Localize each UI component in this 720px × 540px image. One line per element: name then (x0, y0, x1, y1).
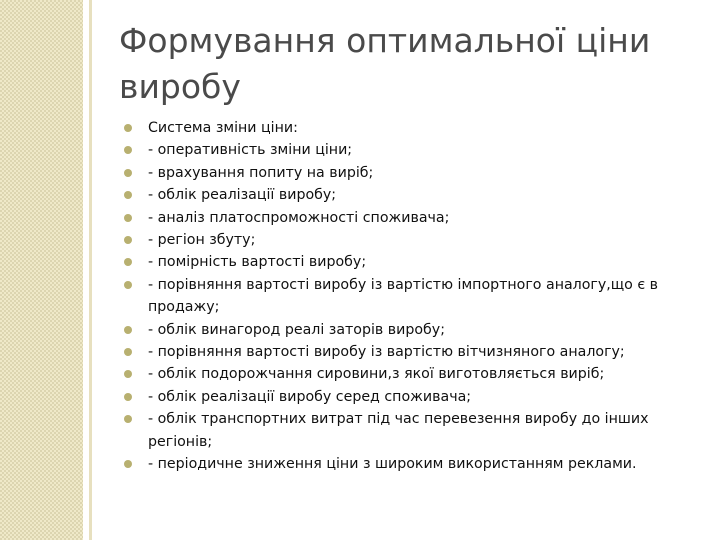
slide-title (119, 18, 699, 110)
list-item (124, 117, 714, 139)
bullet-icon (124, 393, 132, 401)
list-item (124, 274, 714, 319)
bullet-icon (124, 258, 132, 266)
bullet-icon (124, 370, 132, 378)
list-item-text: - порівняння вартості виробу із вартістю вітчизняного аналогу; (148, 344, 625, 361)
bullet-icon (124, 169, 132, 177)
bullet-icon (124, 460, 132, 468)
list-item-text: - облік реалізації виробу серед споживача; (148, 388, 472, 405)
list-item-text: - аналіз платоспроможності споживача; (148, 209, 450, 226)
list-item-text: - облік подорожчання сировини,з якої виготовляється виріб; (148, 366, 605, 383)
bullet-icon (124, 191, 132, 199)
bullet-icon (124, 348, 132, 356)
list-item-text: Система зміни ціни: (148, 120, 298, 136)
decorative-side-strip (0, 0, 83, 540)
list-item (124, 207, 714, 229)
bullet-icon (124, 214, 132, 222)
list-item (124, 386, 714, 408)
bullet-icon (124, 146, 132, 154)
list-item (124, 162, 714, 184)
list-item (124, 251, 714, 273)
list-item-text: - облік транспортних витрат під час перевезення виробу до інших регіонів; (148, 411, 649, 450)
slide-title-line-1: Формування оптимальної ціни (119, 21, 651, 60)
decorative-divider (89, 0, 92, 540)
list-item-text: - періодичне зниження ціни з широким використанням реклами. (148, 456, 637, 473)
list-item-text: - врахування попиту на виріб; (148, 164, 374, 181)
list-item (124, 319, 714, 341)
list-item (124, 363, 714, 385)
bullet-icon (124, 281, 132, 289)
slide-title-line-2: виробу (119, 67, 241, 106)
list-item (124, 341, 714, 363)
list-item-text: - порівняння вартості виробу із вартістю імпортного аналогу,що є в продажу; (148, 276, 658, 316)
bullet-icon (124, 236, 132, 244)
list-item (124, 408, 714, 453)
list-item-text: - облік реалізації виробу; (148, 187, 337, 204)
bullet-list (124, 117, 714, 476)
list-item-text: - помірність вартості виробу; (148, 254, 367, 271)
list-item (124, 453, 714, 475)
bullet-icon (124, 124, 132, 132)
list-item-text: - облік винагород реалі заторів виробу; (148, 321, 445, 338)
list-item-text: - регіон збуту; (148, 232, 256, 249)
list-item-text: - оперативність зміни ціни; (148, 142, 353, 159)
bullet-icon (124, 326, 132, 334)
list-item (124, 139, 714, 161)
list-item (124, 229, 714, 251)
list-item (124, 184, 714, 206)
bullet-icon (124, 415, 132, 423)
